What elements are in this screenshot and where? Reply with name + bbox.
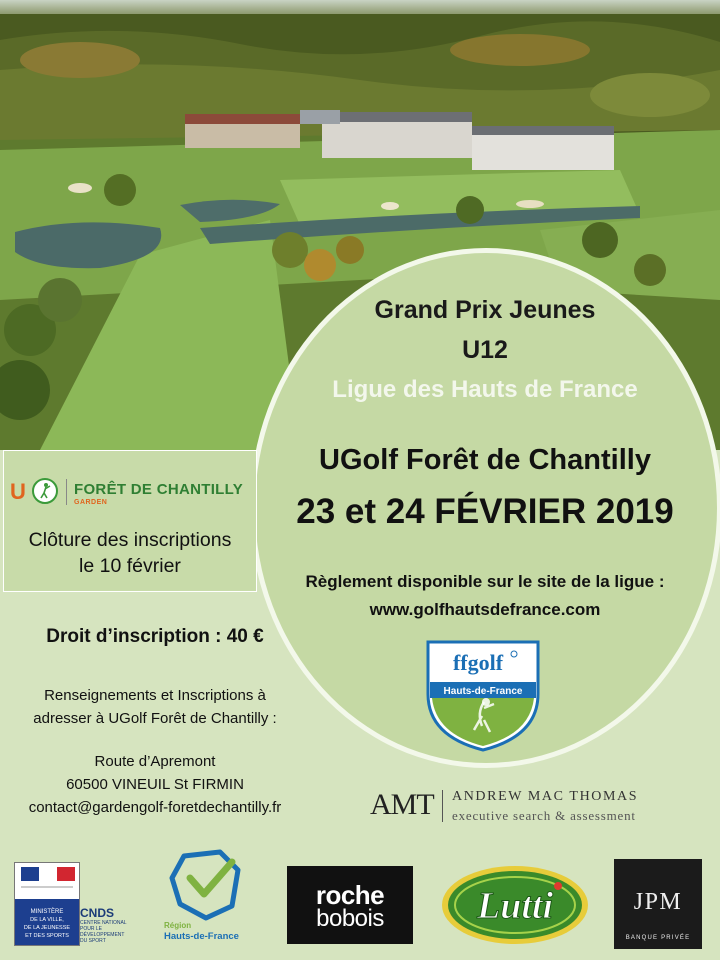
contact-info [0,684,310,730]
entry-fee: Droit d’inscription : 40 € [46,626,264,647]
amt-name: ANDREW MAC THOMAS [452,789,639,804]
club-logo-letter: U [10,479,26,504]
event-venue: UGolf Forêt de Chantilly [319,444,651,476]
ffgolf-logo [424,636,542,752]
contact-email[interactable]: contact@gardengolf-foretdechantilly.fr [28,799,282,816]
event-title: Grand Prix Jeunes [374,296,596,324]
svg-text:DE LA JEUNESSE: DE LA JEUNESSE [23,925,71,931]
contact-address [0,750,310,819]
address-line1: Route d’Apremont [94,753,216,770]
cnds-label: CNDS [80,906,115,920]
amt-tagline: executive search & assessment [452,808,636,823]
svg-text:ET DES SPORTS: ET DES SPORTS [25,933,69,939]
address-line2: 60500 VINEUIL St FIRMIN [66,776,244,793]
club-logo-name: FORÊT DE CHANTILLY [74,481,244,498]
ffgolf-region: Hauts-de-France [443,686,523,697]
svg-text:DE LA VILLE,: DE LA VILLE, [30,917,64,923]
ministry-logo [14,862,80,946]
info-line2: adresser à UGolf Forêt de Chantilly : [33,710,277,727]
club-logo-sub: GARDEN [74,499,108,506]
event-dates: 23 et 24 FÉVRIER 2019 [296,492,674,531]
ffgolf-name: ffgolf [452,650,504,675]
svg-text:MINISTÈRE: MINISTÈRE [30,909,64,915]
logo-divider [66,479,67,505]
jpm-logo [614,859,702,949]
closing-line1: Clôture des inscriptions [28,529,232,551]
amt-logo [370,786,660,826]
info-line1: Renseignements et Inscriptions à [44,687,266,704]
closing-line2: le 10 février [79,555,181,577]
jpm-sub: BANQUE PRIVÉE [625,935,691,941]
lutti-logo [440,864,590,946]
rules-text: Règlement disponible sur le site de la ligue : [305,572,665,591]
event-category: U12 [462,336,508,364]
cnds-subtitle: CENTRE NATIONAL POUR LE DÉVELOPPEMENT DU SPORT [80,920,127,944]
closing-box [3,450,257,592]
roche-bobois-logo [287,866,413,944]
region-name: Hauts-de-France [164,931,239,942]
closing-text [4,527,256,579]
event-league: Ligue des Hauts de France [332,376,638,403]
rules-url[interactable]: www.golfhautsdefrance.com [369,600,601,619]
region-word: Région [164,921,192,930]
roche-line1: roche [315,880,385,910]
amt-mark: AMT [370,788,434,821]
golfer-icon [32,478,58,504]
amt-divider [442,790,443,822]
jpm-name: JPM [633,889,683,915]
lutti-text: Lutti [476,885,554,927]
roche-line2: bobois [316,905,384,932]
region-logo [162,848,258,944]
club-logo [10,473,254,509]
